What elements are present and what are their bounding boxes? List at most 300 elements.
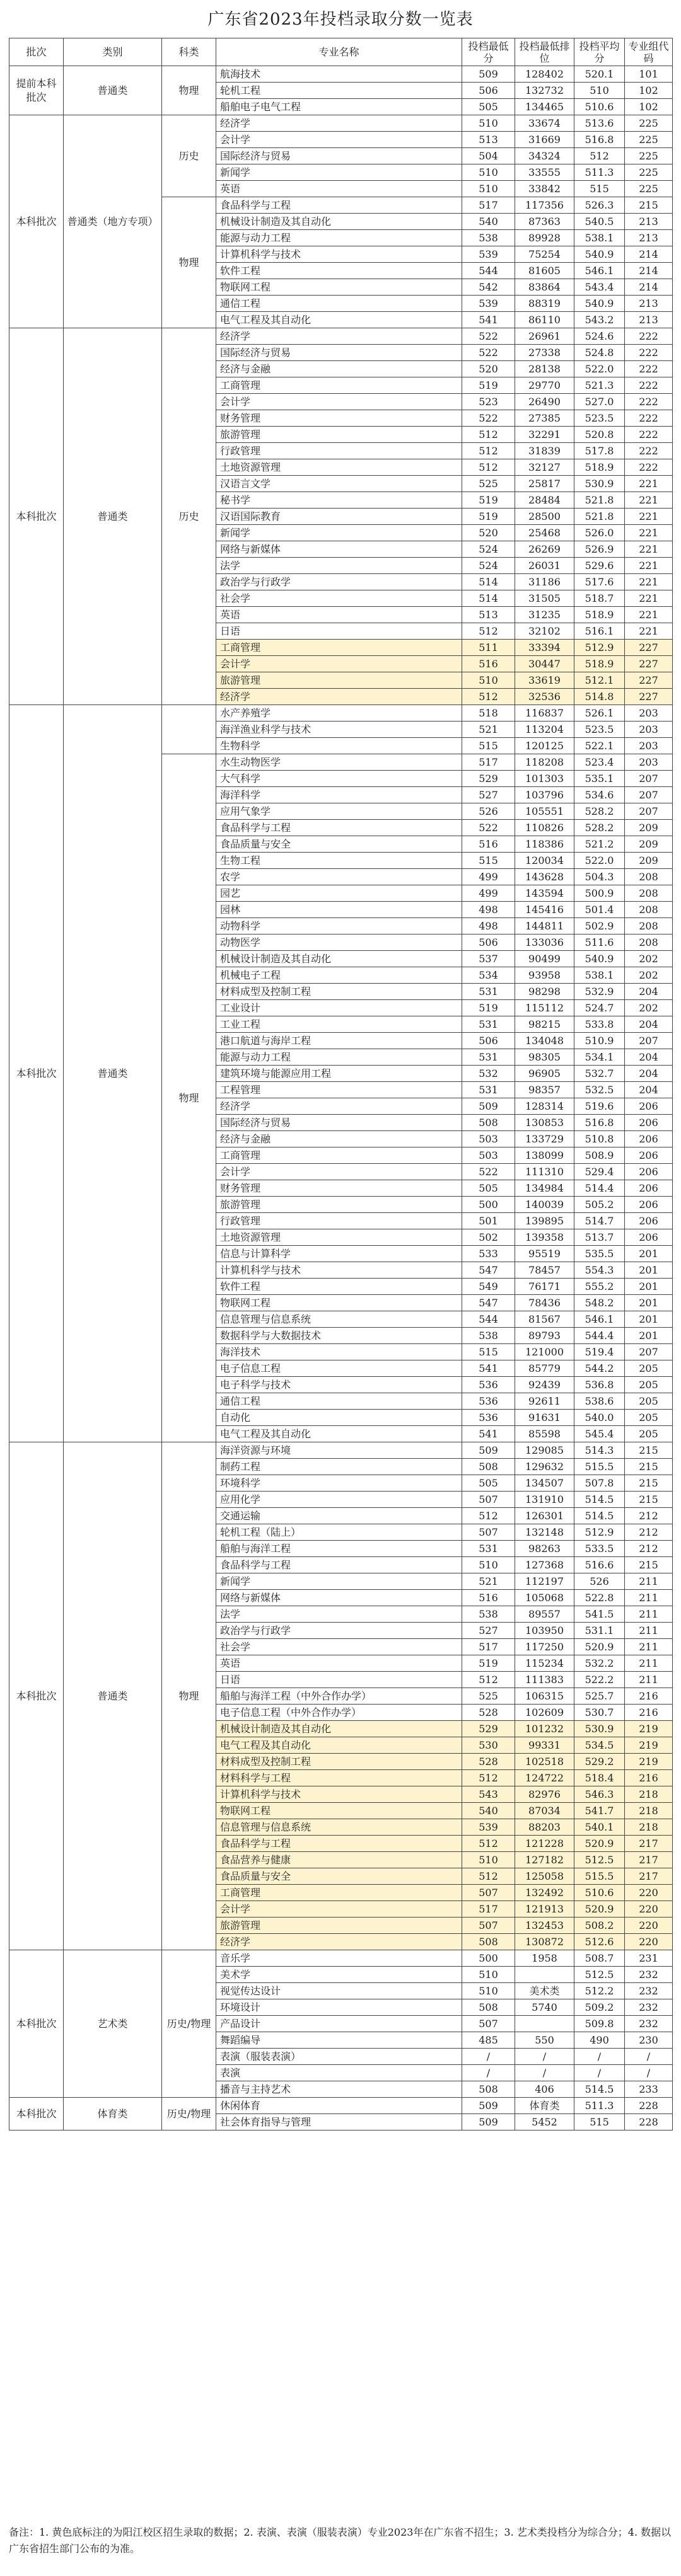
group-code-cell: 205: [625, 1393, 673, 1410]
group-code-cell: /: [625, 2049, 673, 2065]
min-score-cell: 536: [462, 1410, 515, 1426]
min-rank-cell: 112197: [515, 1573, 574, 1590]
avg-score-cell: 526.3: [574, 197, 625, 214]
avg-score-cell: 530.9: [574, 1721, 625, 1737]
avg-score-cell: 515.5: [574, 1868, 625, 1885]
group-code-cell: 201: [625, 1246, 673, 1262]
min-score-cell: 511: [462, 640, 515, 656]
min-rank-cell: 87363: [515, 214, 574, 230]
avg-score-cell: 512.2: [574, 1983, 625, 1999]
min-score-cell: 498: [462, 918, 515, 934]
min-score-cell: 532: [462, 1066, 515, 1082]
group-code-cell: 205: [625, 1410, 673, 1426]
major-name-cell: 经济学: [216, 1098, 462, 1115]
avg-score-cell: 518.9: [574, 607, 625, 623]
group-code-cell: 102: [625, 83, 673, 99]
min-rank-cell: 116837: [515, 705, 574, 722]
min-score-cell: 524: [462, 558, 515, 574]
group-code-cell: 221: [625, 590, 673, 607]
major-name-cell: 航海技术: [216, 66, 462, 83]
major-name-cell: 材料科学与工程: [216, 1770, 462, 1786]
major-name-cell: 交通运输: [216, 1508, 462, 1524]
group-code-cell: 219: [625, 1737, 673, 1754]
min-rank-cell: 33674: [515, 115, 574, 132]
avg-score-cell: 532.7: [574, 1066, 625, 1082]
major-name-cell: 园林: [216, 902, 462, 918]
major-name-cell: 轮机工程（陆上）: [216, 1524, 462, 1541]
header-category: 类别: [64, 38, 162, 66]
page-title: 广东省2023年投档录取分数一览表: [207, 10, 474, 29]
major-name-cell: 能源与动力工程: [216, 230, 462, 246]
major-name-cell: 会计学: [216, 1901, 462, 1918]
group-code-cell: 217: [625, 1868, 673, 1885]
avg-score-cell: 546.1: [574, 263, 625, 279]
min-score-cell: 512: [462, 689, 515, 705]
group-code-cell: 203: [625, 754, 673, 771]
min-rank-cell: 126301: [515, 1508, 574, 1524]
group-code-cell: 219: [625, 1754, 673, 1770]
avg-score-cell: 529.2: [574, 1754, 625, 1770]
major-name-cell: 社会体育指导与管理: [216, 2114, 462, 2130]
min-score-cell: 504: [462, 148, 515, 164]
min-score-cell: 510: [462, 181, 515, 197]
batch-cell: 本科批次: [9, 705, 64, 1442]
major-name-cell: 经济学: [216, 115, 462, 132]
major-name-cell: 政治学与行政学: [216, 574, 462, 590]
min-rank-cell: 134984: [515, 1180, 574, 1197]
major-name-cell: 旅游管理: [216, 672, 462, 689]
major-name-cell: 食品科学与工程: [216, 820, 462, 836]
avg-score-cell: 521.8: [574, 509, 625, 525]
min-rank-cell: 31186: [515, 574, 574, 590]
group-code-cell: 225: [625, 164, 673, 181]
min-score-cell: 542: [462, 279, 515, 296]
avg-score-cell: 520.9: [574, 1901, 625, 1918]
avg-score-cell: 518.9: [574, 459, 625, 476]
min-rank-cell: 5452: [515, 2114, 574, 2130]
group-code-cell: 201: [625, 1279, 673, 1295]
min-rank-cell: 133729: [515, 1131, 574, 1147]
min-score-cell: 523: [462, 394, 515, 410]
major-name-cell: 机械设计制造及其自动化: [216, 214, 462, 230]
min-score-cell: 509: [462, 1098, 515, 1115]
avg-score-cell: 543.2: [574, 312, 625, 328]
min-score-cell: 531: [462, 1541, 515, 1557]
min-score-cell: 508: [462, 2081, 515, 2098]
group-code-cell: 201: [625, 1262, 673, 1279]
min-score-cell: 517: [462, 754, 515, 771]
avg-score-cell: 526.1: [574, 705, 625, 722]
major-name-cell: 计算机科学与技术: [216, 1262, 462, 1279]
major-name-cell: 港口航道与海岸工程: [216, 1033, 462, 1049]
major-name-cell: 动物医学: [216, 934, 462, 951]
avg-score-cell: 510.8: [574, 1131, 625, 1147]
group-code-cell: 204: [625, 984, 673, 1000]
avg-score-cell: 522.2: [574, 1672, 625, 1688]
min-score-cell: 549: [462, 1279, 515, 1295]
group-code-cell: 208: [625, 902, 673, 918]
major-name-cell: 生物科学: [216, 738, 462, 754]
subject-cell: 物理: [162, 66, 216, 115]
min-score-cell: 517: [462, 1901, 515, 1918]
group-code-cell: 101: [625, 66, 673, 83]
min-score-cell: 536: [462, 1393, 515, 1410]
major-name-cell: 网络与新媒体: [216, 541, 462, 558]
min-score-cell: 514: [462, 574, 515, 590]
major-name-cell: 物联网工程: [216, 1295, 462, 1311]
group-code-cell: 204: [625, 1016, 673, 1033]
major-name-cell: 食品营养与健康: [216, 1852, 462, 1868]
group-code-cell: 213: [625, 312, 673, 328]
group-code-cell: 201: [625, 1328, 673, 1344]
major-name-cell: 会计学: [216, 1164, 462, 1180]
min-score-cell: 525: [462, 1688, 515, 1705]
min-score-cell: 534: [462, 967, 515, 984]
group-code-cell: /: [625, 2065, 673, 2081]
min-score-cell: 540: [462, 1803, 515, 1819]
avg-score-cell: 501.4: [574, 902, 625, 918]
min-score-cell: 512: [462, 1672, 515, 1688]
avg-score-cell: 524.6: [574, 328, 625, 345]
group-code-cell: 201: [625, 1311, 673, 1328]
group-code-cell: 221: [625, 623, 673, 640]
major-name-cell: 通信工程: [216, 296, 462, 312]
min-score-cell: 517: [462, 197, 515, 214]
avg-score-cell: 540.9: [574, 951, 625, 967]
group-code-cell: 213: [625, 214, 673, 230]
min-score-cell: 520: [462, 525, 515, 541]
category-cell: 普通类（地方专项）: [64, 115, 162, 328]
min-rank-cell: 105068: [515, 1590, 574, 1606]
min-score-cell: 515: [462, 1344, 515, 1360]
group-code-cell: 220: [625, 1901, 673, 1918]
major-name-cell: 日语: [216, 623, 462, 640]
avg-score-cell: 535.1: [574, 771, 625, 787]
major-name-cell: 水生动物医学: [216, 754, 462, 771]
avg-score-cell: 533.8: [574, 1016, 625, 1033]
group-code-cell: 205: [625, 1377, 673, 1393]
major-name-cell: 机械电子工程: [216, 967, 462, 984]
min-score-cell: 509: [462, 2114, 515, 2130]
min-rank-cell: 110826: [515, 820, 574, 836]
table-body: [9, 66, 673, 2130]
major-name-cell: 电气工程及其自动化: [216, 312, 462, 328]
avg-score-cell: 526.9: [574, 541, 625, 558]
major-name-cell: 应用气象学: [216, 803, 462, 820]
min-rank-cell: 31669: [515, 132, 574, 148]
avg-score-cell: 546.3: [574, 1786, 625, 1803]
min-rank-cell: 145416: [515, 902, 574, 918]
group-code-cell: 227: [625, 672, 673, 689]
major-name-cell: 能源与动力工程: [216, 1049, 462, 1066]
min-rank-cell: 98305: [515, 1049, 574, 1066]
batch-cell: 本科批次: [9, 115, 64, 328]
major-name-cell: 舞蹈编导: [216, 2032, 462, 2049]
min-rank-cell: 体育类: [515, 2098, 574, 2114]
min-score-cell: 519: [462, 377, 515, 394]
group-code-cell: 208: [625, 918, 673, 934]
header-avg-score: 投档平均分: [574, 38, 625, 66]
avg-score-cell: 505.2: [574, 1197, 625, 1213]
major-name-cell: 工业工程: [216, 1016, 462, 1033]
group-code-cell: 214: [625, 279, 673, 296]
min-rank-cell: 75254: [515, 246, 574, 263]
min-score-cell: 509: [462, 2098, 515, 2114]
group-code-cell: 222: [625, 427, 673, 443]
min-rank-cell: 130853: [515, 1115, 574, 1131]
major-name-cell: 电子科学与技术: [216, 1377, 462, 1393]
min-score-cell: 502: [462, 1229, 515, 1246]
header-major-name: 专业名称: [216, 38, 462, 66]
min-rank-cell: 美术类: [515, 1983, 574, 1999]
avg-score-cell: 528.2: [574, 803, 625, 820]
avg-score-cell: 524.8: [574, 345, 625, 361]
group-code-cell: 213: [625, 230, 673, 246]
table-row: [9, 705, 673, 722]
avg-score-cell: 534.5: [574, 1737, 625, 1754]
major-name-cell: 工商管理: [216, 1885, 462, 1901]
major-name-cell: 会计学: [216, 132, 462, 148]
min-rank-cell: 130872: [515, 1934, 574, 1950]
min-score-cell: 508: [462, 1934, 515, 1950]
min-rank-cell: 88319: [515, 296, 574, 312]
min-rank-cell: 89793: [515, 1328, 574, 1344]
min-rank-cell: 134507: [515, 1475, 574, 1492]
avg-score-cell: 512.5: [574, 1852, 625, 1868]
avg-score-cell: 511.6: [574, 934, 625, 951]
avg-score-cell: 540.1: [574, 1819, 625, 1836]
group-code-cell: 202: [625, 967, 673, 984]
min-score-cell: 510: [462, 1852, 515, 1868]
min-rank-cell: 113204: [515, 722, 574, 738]
group-code-cell: 222: [625, 410, 673, 427]
major-name-cell: 动物科学: [216, 918, 462, 934]
group-code-cell: 227: [625, 689, 673, 705]
min-rank-cell: 102518: [515, 1754, 574, 1770]
min-rank-cell: 33842: [515, 181, 574, 197]
min-score-cell: 519: [462, 1000, 515, 1016]
group-code-cell: 217: [625, 1852, 673, 1868]
major-name-cell: 经济学: [216, 1934, 462, 1950]
min-score-cell: 512: [462, 443, 515, 459]
min-score-cell: 499: [462, 885, 515, 902]
min-score-cell: 507: [462, 1524, 515, 1541]
group-code-cell: 217: [625, 1836, 673, 1852]
avg-score-cell: 510: [574, 83, 625, 99]
group-code-cell: 215: [625, 197, 673, 214]
major-name-cell: 行政管理: [216, 443, 462, 459]
min-score-cell: 521: [462, 722, 515, 738]
min-rank-cell: 33555: [515, 164, 574, 181]
min-rank-cell: 125058: [515, 1868, 574, 1885]
min-rank-cell: 98263: [515, 1541, 574, 1557]
min-rank-cell: 115234: [515, 1655, 574, 1672]
score-table-container: [9, 38, 672, 2130]
avg-score-cell: /: [574, 2049, 625, 2065]
avg-score-cell: 544.2: [574, 1360, 625, 1377]
major-name-cell: 软件工程: [216, 263, 462, 279]
min-rank-cell: 102609: [515, 1705, 574, 1721]
major-name-cell: 大气科学: [216, 771, 462, 787]
major-name-cell: 海洋资源与环境: [216, 1442, 462, 1459]
group-code-cell: 230: [625, 2032, 673, 2049]
min-score-cell: 531: [462, 1049, 515, 1066]
group-code-cell: 222: [625, 377, 673, 394]
group-code-cell: 215: [625, 1442, 673, 1459]
min-rank-cell: 105551: [515, 803, 574, 820]
group-code-cell: 211: [625, 1672, 673, 1688]
group-code-cell: 209: [625, 820, 673, 836]
major-name-cell: 材料成型及控制工程: [216, 1754, 462, 1770]
min-rank-cell: 118386: [515, 836, 574, 853]
min-rank-cell: 118208: [515, 754, 574, 771]
avg-score-cell: 514.5: [574, 1508, 625, 1524]
avg-score-cell: 528.2: [574, 820, 625, 836]
major-name-cell: 水产养殖学: [216, 705, 462, 722]
group-code-cell: 208: [625, 885, 673, 902]
avg-score-cell: 538.1: [574, 230, 625, 246]
group-code-cell: 211: [625, 1573, 673, 1590]
major-name-cell: 食品科学与工程: [216, 197, 462, 214]
avg-score-cell: 521.8: [574, 492, 625, 509]
major-name-cell: 会计学: [216, 656, 462, 672]
min-rank-cell: 406: [515, 2081, 574, 2098]
min-rank-cell: 28500: [515, 509, 574, 525]
major-name-cell: 经济与金融: [216, 361, 462, 377]
min-score-cell: 539: [462, 296, 515, 312]
major-name-cell: 信息管理与信息系统: [216, 1311, 462, 1328]
min-score-cell: 524: [462, 541, 515, 558]
subject-cell: 历史: [162, 115, 216, 197]
major-name-cell: 生物工程: [216, 853, 462, 869]
avg-score-cell: 508.9: [574, 1147, 625, 1164]
min-score-cell: 522: [462, 345, 515, 361]
min-rank-cell: 115112: [515, 1000, 574, 1016]
major-name-cell: 汉语国际教育: [216, 509, 462, 525]
min-rank-cell: 26961: [515, 328, 574, 345]
min-rank-cell: 93958: [515, 967, 574, 984]
group-code-cell: 221: [625, 525, 673, 541]
min-score-cell: 498: [462, 902, 515, 918]
avg-score-cell: 490: [574, 2032, 625, 2049]
min-score-cell: 522: [462, 410, 515, 427]
min-rank-cell: 30447: [515, 656, 574, 672]
major-name-cell: 工商管理: [216, 640, 462, 656]
group-code-cell: 204: [625, 1082, 673, 1098]
min-score-cell: 516: [462, 1590, 515, 1606]
group-code-cell: 216: [625, 1705, 673, 1721]
group-code-cell: 227: [625, 656, 673, 672]
group-code-cell: 203: [625, 738, 673, 754]
min-rank-cell: 26031: [515, 558, 574, 574]
avg-score-cell: 530.9: [574, 476, 625, 492]
major-name-cell: 社会学: [216, 1639, 462, 1655]
min-score-cell: 531: [462, 1016, 515, 1033]
group-code-cell: 206: [625, 1164, 673, 1180]
group-code-cell: 211: [625, 1639, 673, 1655]
major-name-cell: 经济与金融: [216, 1131, 462, 1147]
major-name-cell: 新闻学: [216, 1573, 462, 1590]
major-name-cell: 新闻学: [216, 164, 462, 181]
min-rank-cell: 90499: [515, 951, 574, 967]
avg-score-cell: 522.0: [574, 853, 625, 869]
group-code-cell: 215: [625, 1557, 673, 1573]
min-score-cell: /: [462, 2065, 515, 2081]
avg-score-cell: 530.7: [574, 1705, 625, 1721]
major-name-cell: 应用化学: [216, 1492, 462, 1508]
min-rank-cell: 26490: [515, 394, 574, 410]
major-name-cell: 船舶与海洋工程（中外合作办学）: [216, 1688, 462, 1705]
major-name-cell: 海洋渔业科学与技术: [216, 722, 462, 738]
group-code-cell: 221: [625, 492, 673, 509]
major-name-cell: 国际经济与贸易: [216, 1115, 462, 1131]
group-code-cell: 203: [625, 722, 673, 738]
min-score-cell: 531: [462, 1082, 515, 1098]
avg-score-cell: 514.7: [574, 1213, 625, 1229]
min-rank-cell: 33394: [515, 640, 574, 656]
min-score-cell: 516: [462, 836, 515, 853]
min-score-cell: 507: [462, 2016, 515, 2032]
min-rank-cell: 103796: [515, 787, 574, 803]
major-name-cell: 软件工程: [216, 1279, 462, 1295]
min-score-cell: 509: [462, 1442, 515, 1459]
avg-score-cell: 543.4: [574, 279, 625, 296]
major-name-cell: 国际经济与贸易: [216, 345, 462, 361]
major-name-cell: 音乐学: [216, 1950, 462, 1967]
avg-score-cell: 532.9: [574, 984, 625, 1000]
header-batch: 批次: [9, 38, 64, 66]
min-score-cell: 538: [462, 1328, 515, 1344]
avg-score-cell: 523.4: [574, 754, 625, 771]
min-rank-cell: 85779: [515, 1360, 574, 1377]
min-score-cell: /: [462, 2049, 515, 2065]
min-rank-cell: 121913: [515, 1901, 574, 1918]
avg-score-cell: 532.5: [574, 1082, 625, 1098]
avg-score-cell: 517.8: [574, 443, 625, 459]
group-code-cell: 206: [625, 1131, 673, 1147]
avg-score-cell: 548.2: [574, 1295, 625, 1311]
min-score-cell: 508: [462, 1999, 515, 2016]
min-score-cell: 507: [462, 1918, 515, 1934]
major-name-cell: 电子信息工程: [216, 1360, 462, 1377]
min-rank-cell: 99331: [515, 1737, 574, 1754]
min-rank-cell: 28484: [515, 492, 574, 509]
min-score-cell: 527: [462, 1623, 515, 1639]
subject-cell: 物理: [162, 754, 216, 1442]
min-rank-cell: 76171: [515, 1279, 574, 1295]
major-name-cell: 网络与新媒体: [216, 1590, 462, 1606]
group-code-cell: 208: [625, 934, 673, 951]
major-name-cell: 播音与主持艺术: [216, 2081, 462, 2098]
avg-score-cell: 518.9: [574, 656, 625, 672]
min-rank-cell: 91631: [515, 1410, 574, 1426]
avg-score-cell: 513.6: [574, 115, 625, 132]
avg-score-cell: 514.5: [574, 2081, 625, 2098]
min-rank-cell: 124722: [515, 1770, 574, 1786]
major-name-cell: 信息与计算科学: [216, 1246, 462, 1262]
major-name-cell: 机械设计制造及其自动化: [216, 951, 462, 967]
group-code-cell: 214: [625, 263, 673, 279]
group-code-cell: 232: [625, 1983, 673, 1999]
min-rank-cell: 138099: [515, 1147, 574, 1164]
min-score-cell: 525: [462, 476, 515, 492]
avg-score-cell: 518.4: [574, 1770, 625, 1786]
min-rank-cell: 33619: [515, 672, 574, 689]
avg-score-cell: 540.9: [574, 296, 625, 312]
min-rank-cell: 83864: [515, 279, 574, 296]
group-code-cell: 204: [625, 1066, 673, 1082]
group-code-cell: 220: [625, 1918, 673, 1934]
